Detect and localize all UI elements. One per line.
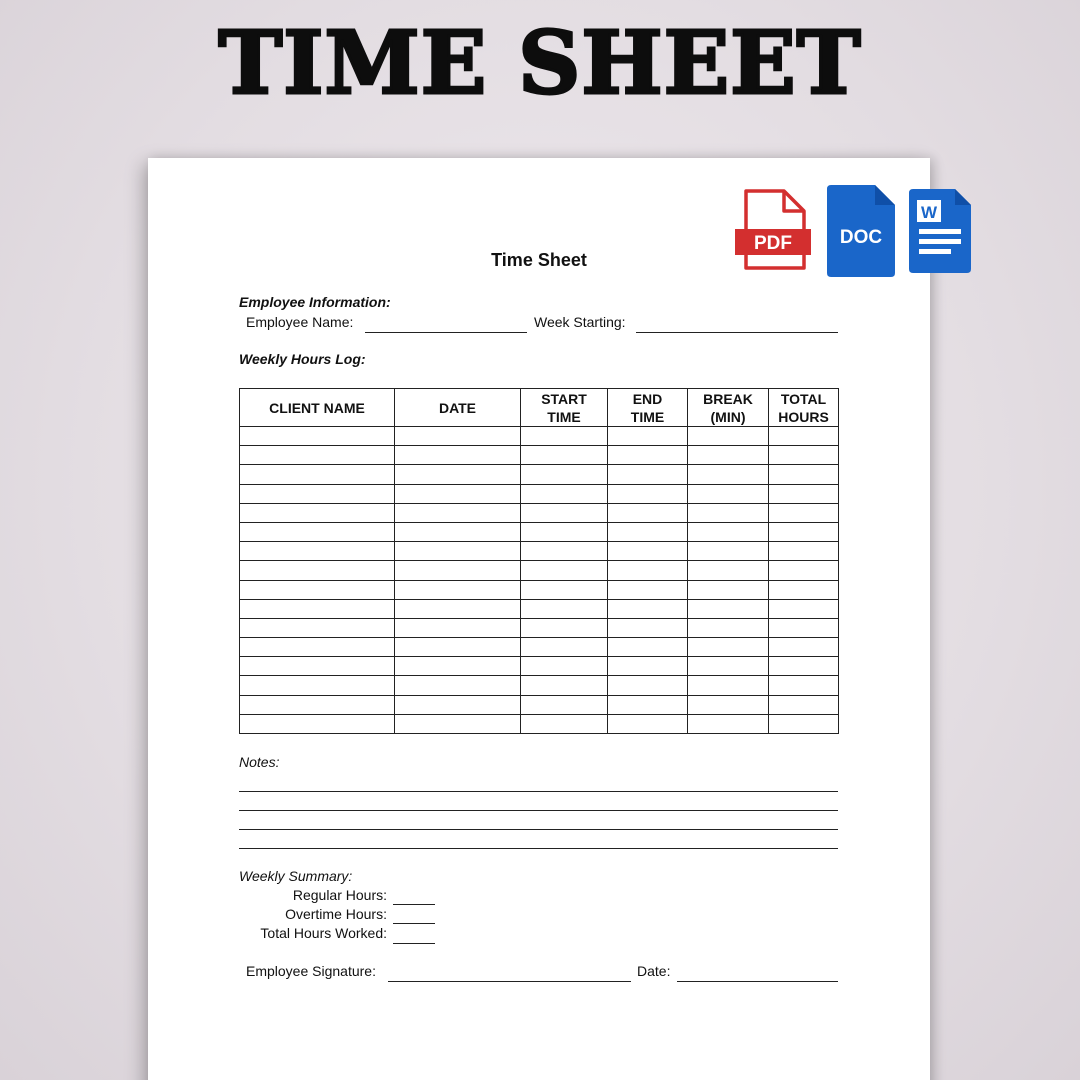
table-cell — [688, 522, 769, 541]
table-cell — [395, 446, 521, 465]
column-header-line2: HOURS — [778, 408, 829, 425]
table-cell — [521, 503, 608, 522]
table-cell — [769, 427, 839, 446]
table-cell — [395, 695, 521, 714]
pdf-label: PDF — [754, 233, 792, 254]
table-cell — [521, 427, 608, 446]
column-header — [240, 389, 395, 427]
column-header — [688, 389, 769, 427]
employee-info-heading: Employee Information: — [239, 294, 391, 310]
table-cell — [395, 465, 521, 484]
employee-signature-line — [388, 981, 631, 982]
signature-date-label: Date: — [637, 963, 671, 979]
table-cell — [521, 465, 608, 484]
table-cell — [240, 446, 395, 465]
signature-date-line — [677, 981, 838, 982]
hours-log-table — [239, 388, 839, 734]
table-cell — [395, 676, 521, 695]
employee-name-line — [365, 332, 527, 333]
employee-name-label: Employee Name: — [246, 314, 354, 330]
table-cell — [688, 657, 769, 676]
table-row — [240, 542, 839, 561]
table-cell — [688, 638, 769, 657]
table-cell — [395, 542, 521, 561]
notes-line — [239, 829, 838, 830]
table-cell — [240, 542, 395, 561]
table-row — [240, 695, 839, 714]
table-cell — [240, 484, 395, 503]
table-cell — [395, 714, 521, 733]
column-header-line1: END — [632, 390, 663, 407]
doc-label: DOC — [839, 227, 883, 248]
table-row — [240, 503, 839, 522]
table-row — [240, 618, 839, 637]
table-cell — [608, 580, 688, 599]
table-cell — [688, 695, 769, 714]
column-header — [395, 389, 521, 427]
notes-line — [239, 810, 838, 811]
table-cell — [608, 542, 688, 561]
table-cell — [395, 484, 521, 503]
table-cell — [769, 522, 839, 541]
table-cell — [769, 657, 839, 676]
total-hours-worked-line — [393, 943, 435, 944]
regular-hours-line — [393, 904, 435, 905]
total-hours-worked-label: Total Hours Worked: — [260, 925, 387, 941]
table-row — [240, 427, 839, 446]
table-row — [240, 714, 839, 733]
table-cell — [521, 522, 608, 541]
column-header-line1: CLIENT NAME — [269, 399, 365, 416]
column-header — [769, 389, 839, 427]
table-cell — [608, 618, 688, 637]
table-cell — [240, 657, 395, 676]
table-row — [240, 522, 839, 541]
column-header-line1: DATE — [438, 399, 477, 416]
table-cell — [688, 580, 769, 599]
table-cell — [688, 446, 769, 465]
table-cell — [608, 714, 688, 733]
table-body — [240, 427, 839, 734]
table-cell — [240, 427, 395, 446]
table-cell — [769, 638, 839, 657]
column-header-line2: TIME — [630, 408, 665, 425]
table-cell — [688, 618, 769, 637]
table-cell — [608, 695, 688, 714]
table-cell — [521, 618, 608, 637]
table-cell — [395, 657, 521, 676]
table-cell — [608, 657, 688, 676]
table-cell — [521, 484, 608, 503]
table-cell — [395, 580, 521, 599]
notes-line — [239, 791, 838, 792]
table-cell — [688, 484, 769, 503]
notes-line — [239, 848, 838, 849]
document-title: Time Sheet — [491, 250, 587, 270]
table-cell — [240, 618, 395, 637]
table-cell — [395, 503, 521, 522]
table-cell — [769, 714, 839, 733]
table-cell — [688, 714, 769, 733]
table-cell — [521, 638, 608, 657]
weekly-summary-heading: Weekly Summary: — [239, 868, 353, 884]
column-header-line1: TOTAL — [780, 390, 827, 407]
table-cell — [769, 618, 839, 637]
table-cell — [240, 503, 395, 522]
table-cell — [240, 465, 395, 484]
table-cell — [688, 427, 769, 446]
table-cell — [769, 580, 839, 599]
table-cell — [521, 542, 608, 561]
table-cell — [688, 561, 769, 580]
week-starting-label: Week Starting: — [534, 314, 626, 330]
table-cell — [608, 484, 688, 503]
table-cell — [608, 676, 688, 695]
table-cell — [688, 542, 769, 561]
column-header-line1: START — [541, 390, 587, 407]
table-cell — [521, 561, 608, 580]
weekly-hours-heading: Weekly Hours Log: — [239, 351, 366, 367]
table-cell — [688, 465, 769, 484]
table-cell — [769, 503, 839, 522]
table-cell — [521, 599, 608, 618]
table-cell — [608, 465, 688, 484]
table-cell — [240, 676, 395, 695]
overtime-hours-line — [393, 923, 435, 924]
table-cell — [521, 580, 608, 599]
table-cell — [608, 599, 688, 618]
table-cell — [608, 503, 688, 522]
table-cell — [608, 522, 688, 541]
table-cell — [240, 580, 395, 599]
column-header-line2: TIME — [547, 408, 581, 425]
table-cell — [521, 714, 608, 733]
table-cell — [240, 638, 395, 657]
regular-hours-label: Regular Hours: — [292, 887, 387, 903]
table-cell — [395, 599, 521, 618]
table-cell — [395, 522, 521, 541]
table-cell — [608, 638, 688, 657]
table-cell — [769, 695, 839, 714]
word-label: W — [920, 203, 938, 222]
table-header-row — [240, 389, 839, 427]
table-cell — [608, 446, 688, 465]
table-row — [240, 484, 839, 503]
table-row — [240, 561, 839, 580]
table-cell — [608, 427, 688, 446]
table-cell — [769, 465, 839, 484]
table-cell — [240, 714, 395, 733]
column-header-line1: BREAK — [703, 390, 753, 407]
table-row — [240, 465, 839, 484]
notes-heading: Notes: — [239, 754, 280, 770]
table-cell — [688, 676, 769, 695]
column-header — [608, 389, 688, 427]
table-cell — [769, 484, 839, 503]
table-cell — [240, 695, 395, 714]
table-cell — [608, 561, 688, 580]
table-cell — [395, 561, 521, 580]
table-row — [240, 446, 839, 465]
column-header — [521, 389, 608, 427]
table-cell — [521, 446, 608, 465]
table-cell — [240, 561, 395, 580]
time-sheet-page — [148, 158, 938, 1080]
table-row — [240, 657, 839, 676]
table-cell — [521, 657, 608, 676]
table-cell — [769, 676, 839, 695]
table-cell — [395, 618, 521, 637]
table-cell — [395, 427, 521, 446]
table-cell — [240, 599, 395, 618]
table-cell — [395, 638, 521, 657]
table-row — [240, 676, 839, 695]
table-cell — [769, 561, 839, 580]
table-row — [240, 599, 839, 618]
table-cell — [769, 446, 839, 465]
column-header-line2: (MIN) — [710, 408, 746, 425]
overtime-hours-label: Overtime Hours: — [285, 906, 387, 922]
table-cell — [688, 599, 769, 618]
table-cell — [688, 503, 769, 522]
table-cell — [769, 599, 839, 618]
table-row — [240, 580, 839, 599]
banner-title: TIME SHEET — [218, 13, 862, 114]
table-cell — [769, 542, 839, 561]
table-cell — [521, 676, 608, 695]
table-cell — [240, 522, 395, 541]
table-cell — [521, 695, 608, 714]
week-starting-line — [636, 332, 838, 333]
employee-signature-label: Employee Signature: — [246, 963, 376, 979]
table-row — [240, 638, 839, 657]
